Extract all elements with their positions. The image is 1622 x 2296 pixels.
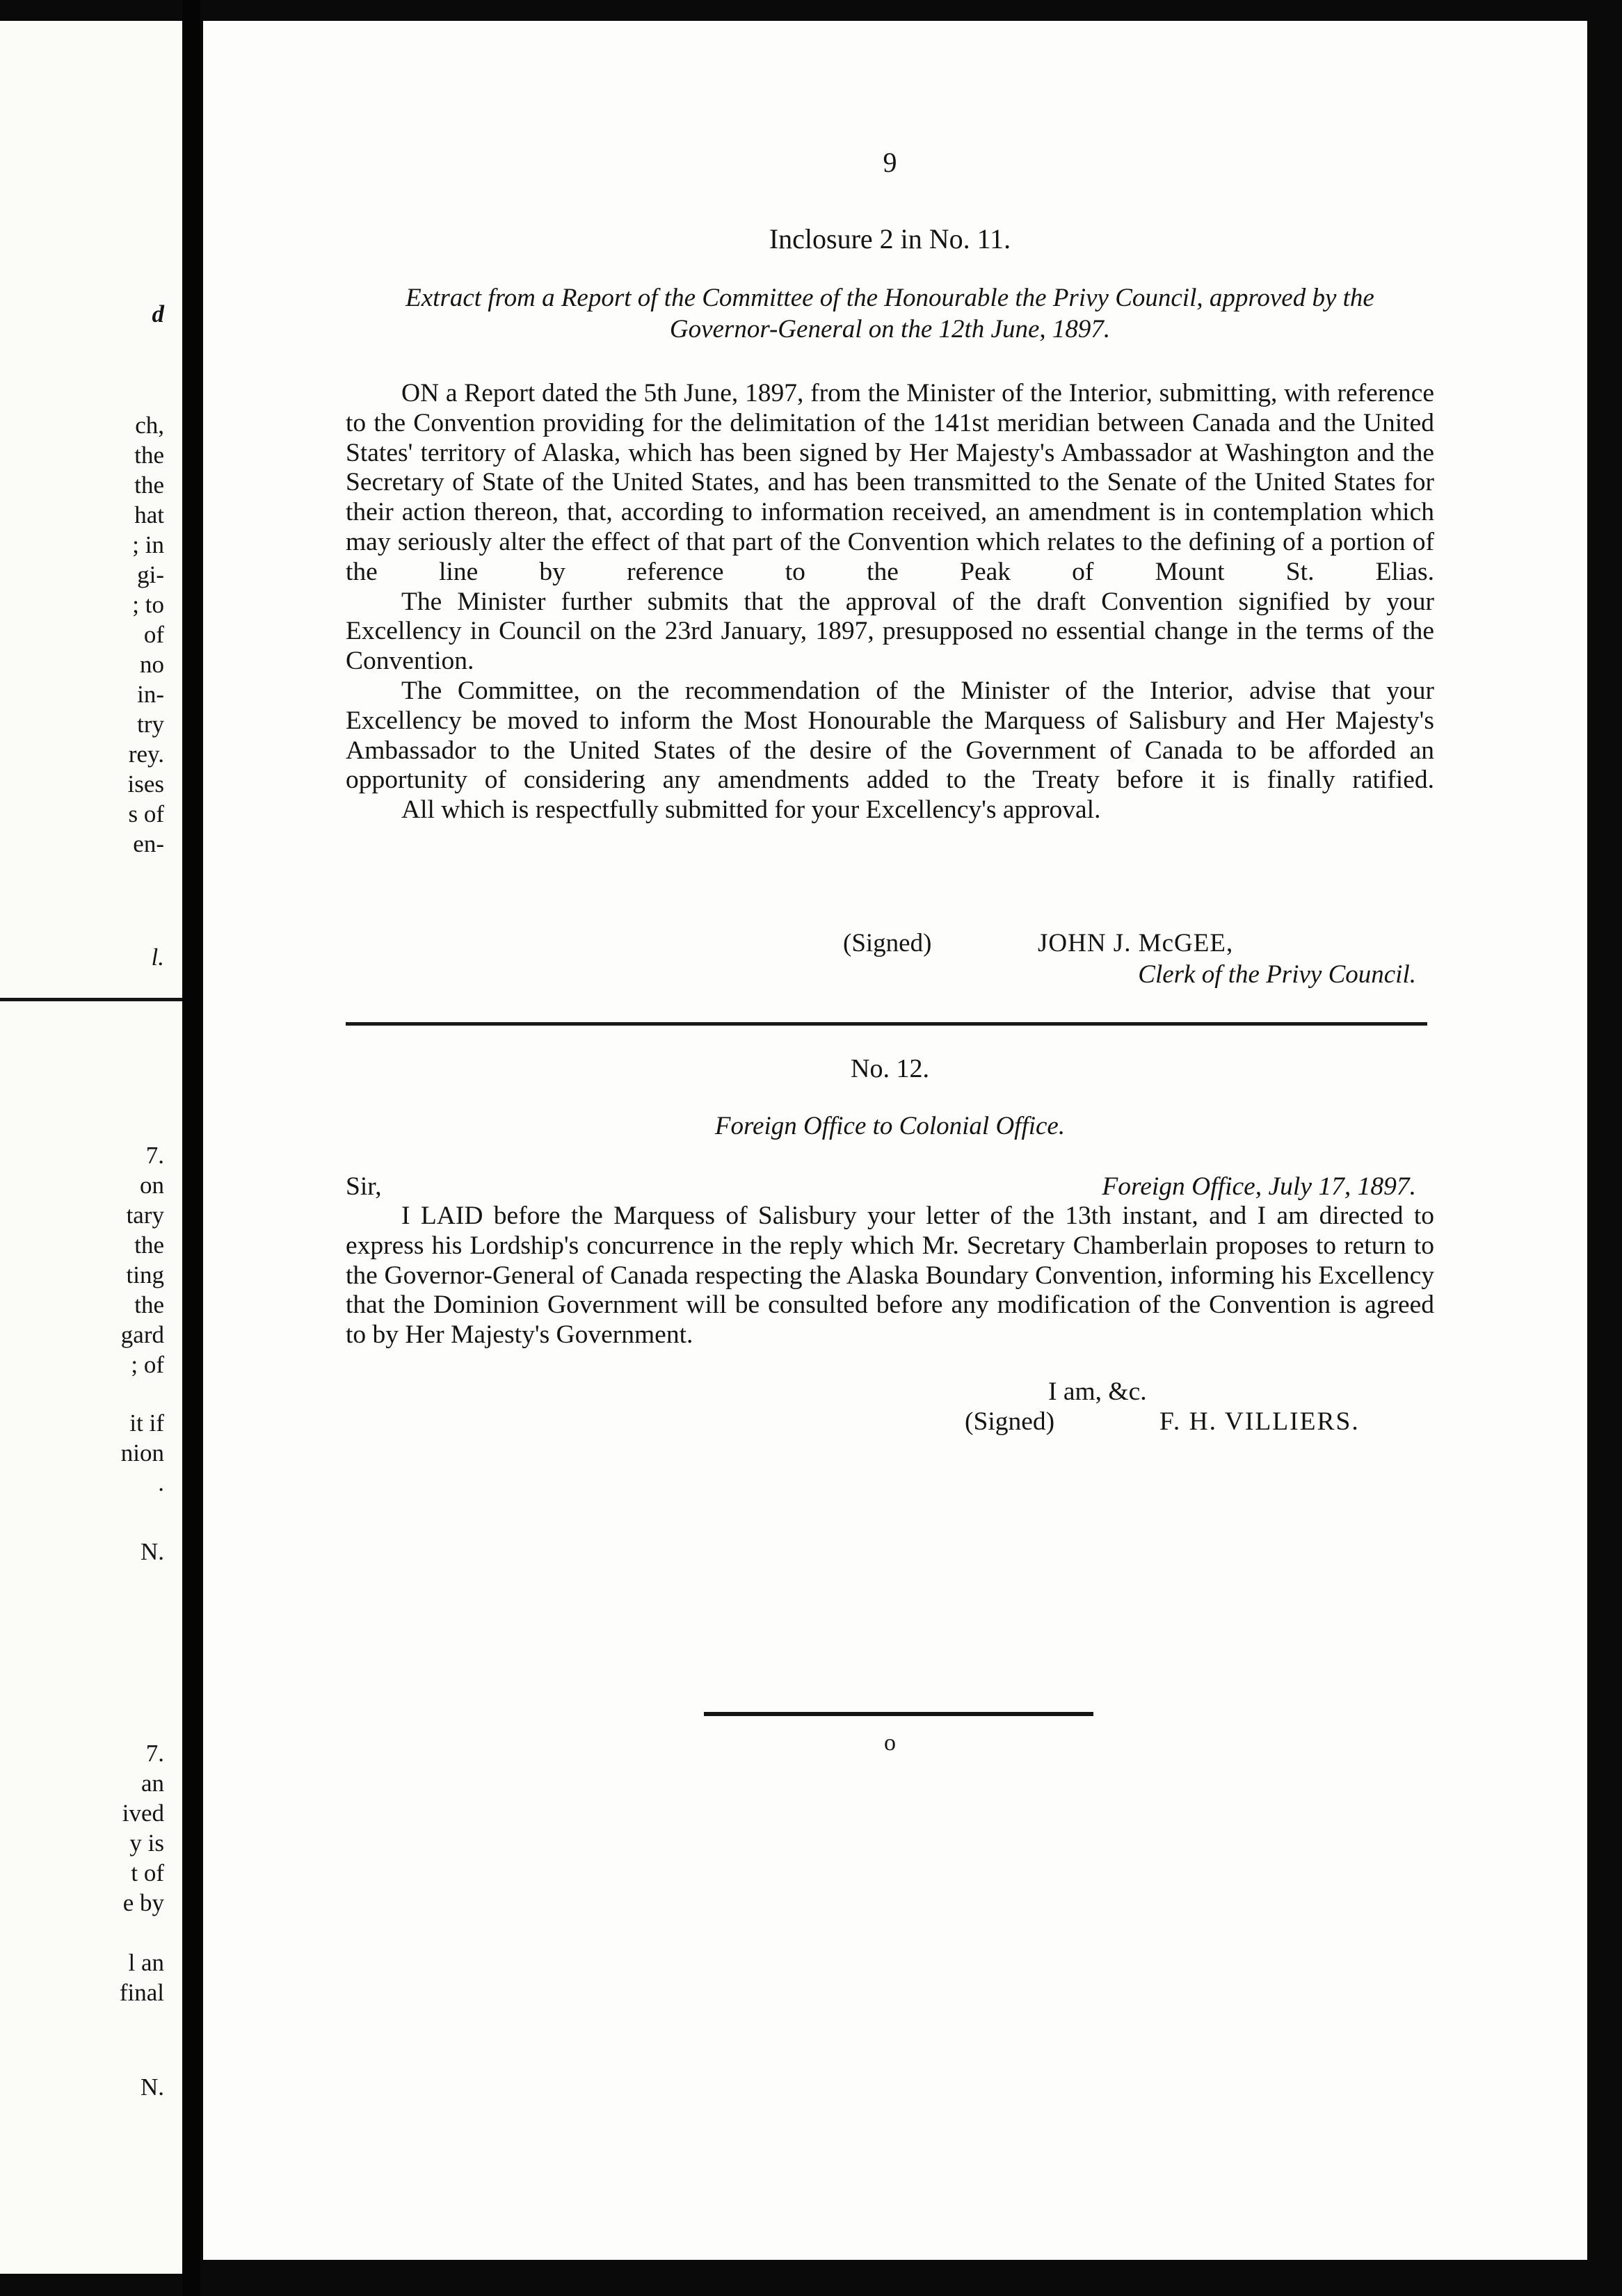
book-gutter xyxy=(182,0,200,2296)
edge-divider xyxy=(0,998,182,1001)
report-body xyxy=(346,379,1434,825)
place-date: Foreign Office, July 17, 1897. xyxy=(1102,1172,1416,1201)
report-paragraph: All which is respectfully submitted for your Excellency's approval. xyxy=(401,795,1101,825)
letter-closing: I am, &c. xyxy=(1048,1377,1147,1406)
signer-name: F. H. VILLIERS. xyxy=(1159,1407,1360,1436)
signer-name: JOHN J. McGEE, xyxy=(1038,929,1234,957)
signer-title: Clerk of the Privy Council. xyxy=(1138,960,1416,989)
salutation: Sir, xyxy=(346,1172,382,1201)
end-mark: o xyxy=(884,1730,896,1756)
extract-title: Extract from a Report of the Committee of the Honourable the Privy Council, approved by the Governor-General on the 12th June, 1897. xyxy=(406,284,1374,343)
signed-label: (Signed) xyxy=(843,929,932,957)
edge-text-fragment: d xyxy=(152,300,164,328)
end-rule xyxy=(704,1712,1093,1716)
edge-text-fragment: l. xyxy=(151,944,164,971)
edge-text-fragment: N. xyxy=(140,2073,164,2101)
edge-text-fragment: it if nion . xyxy=(120,1409,164,1496)
report-paragraph: The Minister further submits that the approval of the draft Convention signified by your Excellency in Council on the 23rd January, 1897, presupposed no essential change in the terms of the Convention. xyxy=(346,587,1434,676)
report-paragraph: ON a Report dated the 5th June, 1897, from the Minister of the Interior, submitting, with reference to the Convention providing for the delimitation of the 141st meridian between Canada and the United States' territory of Alaska, which has been signed by Her Majesty's Ambassador at Washington and the Secretary of State of the United States, and has been transmitted to the Senate of the United States for their action thereon, that, according to information received, an amendment is in contemplation which may seriously alter the effect of that part of the Convention which relates to the defining of a portion of the line by reference to the Peak of Mount St. Elias. xyxy=(346,379,1434,586)
inclosure-heading: Inclosure 2 in No. 11. xyxy=(769,223,1011,254)
letter-paragraph: I LAID before the Marquess of Salisbury your letter of the 13th instant, and I am directed to express his Lordship's concurrence in the reply which Mr. Secretary Chamberlain proposes to return to the Governor-General of Canada respecting the Alaska Boundary Convention, informing his Excellency that the Dominion Government will be consulted before any modification of the Convention is agreed to by Her Majesty's Government. xyxy=(346,1202,1434,1350)
scan-border xyxy=(1587,0,1622,2296)
edge-text-fragment: 7. on tary the ting the gard ; of xyxy=(120,1142,164,1378)
letter-heading: Foreign Office to Colonial Office. xyxy=(714,1112,1066,1140)
letter-body xyxy=(346,1202,1434,1350)
letter-header-row xyxy=(346,1172,1434,1202)
signed-label: (Signed) xyxy=(965,1407,1055,1436)
previous-page-edge xyxy=(0,21,182,2274)
edge-text-fragment: N. xyxy=(140,1538,164,1565)
page-number: 9 xyxy=(883,147,897,178)
document-number-heading: No. 12. xyxy=(851,1054,929,1083)
letter-signature xyxy=(346,1407,1434,1438)
report-signature xyxy=(346,928,1434,960)
section-divider xyxy=(346,1022,1427,1026)
edge-text-fragment: 7. an ived y is t of e by l an final xyxy=(119,1740,164,2006)
edge-text-fragment: ch, the the hat ; in gi- ; to of no in- try rey. ises s of en- xyxy=(127,412,164,857)
document-page xyxy=(203,21,1587,2260)
report-paragraph: The Committee, on the recommendation of the Minister of the Interior, advise that your Excellency be moved to inform the Most Honourable the Marquess of Salisbury and Her Majesty's Ambassador to the United States of the desire of the Government of Canada to be afforded an opportunity of considering any amendments added to the Treaty before it is finally ratified. xyxy=(346,676,1434,795)
